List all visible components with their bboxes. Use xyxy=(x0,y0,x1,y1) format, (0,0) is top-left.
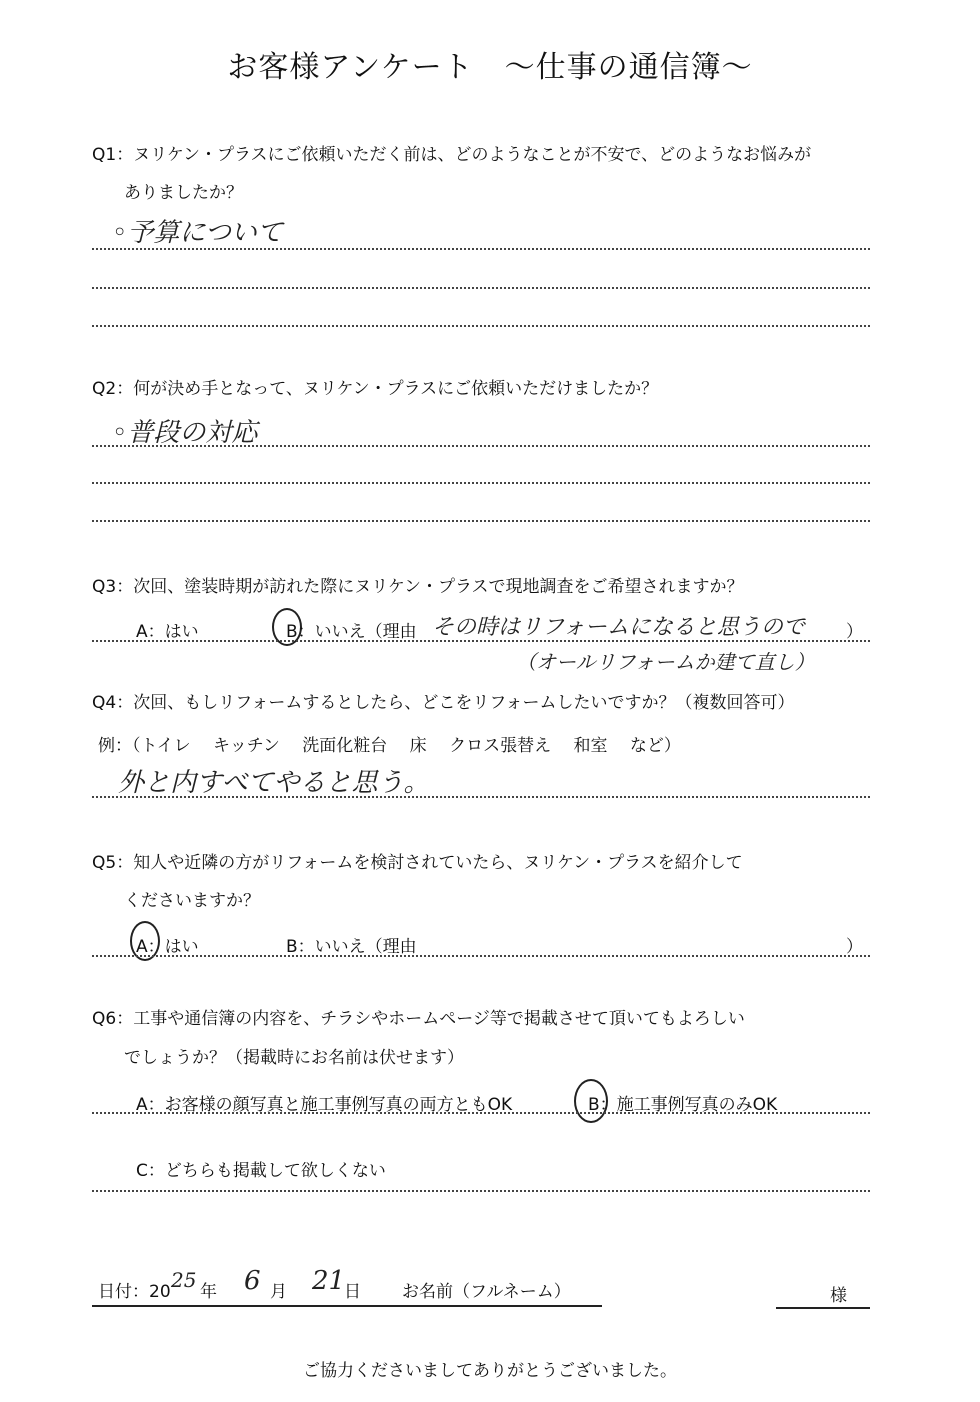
date-name-underline xyxy=(92,1305,602,1307)
q4-answer: 外と内すべてやると思う。 xyxy=(118,768,430,798)
date-label: 日付：20 xyxy=(98,1282,171,1302)
q4-answer-line xyxy=(92,796,870,798)
name-label: お名前（フルネーム） xyxy=(402,1282,571,1302)
q6-option-a[interactable]: A：お客様の顔写真と施工事例写真の両方ともOK xyxy=(136,1095,513,1115)
q1-question-line1: Q1：ヌリケン・プラスにご依頼いただく前は、どのようなことが不安で、どのようなお悩みが xyxy=(92,145,812,165)
q4-example: 例：（トイレ キッチン 洗面化粧台 床 クロス張替え 和室 など） xyxy=(98,736,681,756)
q2-answer: ◦普段の対応 xyxy=(112,418,258,448)
honorific-label: 様 xyxy=(830,1286,847,1306)
q1-answer-line-2 xyxy=(92,287,870,289)
page-title: お客様アンケート 〜仕事の通信簿〜 xyxy=(227,50,753,85)
date-month-unit: 月 xyxy=(270,1282,287,1302)
q3-answer-line xyxy=(92,640,870,642)
q3-option-b[interactable]: B：いいえ（理由 xyxy=(286,622,417,642)
q6-option-c[interactable]: C：どちらも掲載して欲しくない xyxy=(136,1161,386,1181)
q2-question: Q2：何が決め手となって、ヌリケン・プラスにご依頼いただけましたか？ xyxy=(92,379,659,399)
q6-answer-line-2 xyxy=(92,1190,870,1192)
q3-reason-line1: その時はリフォームになると思うので xyxy=(432,615,805,640)
q2-answer-line-2 xyxy=(92,482,870,484)
q5-option-b[interactable]: B：いいえ（理由 xyxy=(286,937,417,957)
q2-answer-line-3 xyxy=(92,520,870,522)
q5-close-paren: ） xyxy=(846,937,863,957)
q1-question-line2: ありましたか？ xyxy=(124,183,243,203)
q5-question-line2: くださいますか？ xyxy=(124,891,260,911)
thanks-message: ご協力くださいましてありがとうございました。 xyxy=(303,1361,677,1381)
q1-answer-line-1 xyxy=(92,248,870,250)
date-year-unit: 年 xyxy=(200,1282,217,1302)
q6-answer-line-1 xyxy=(92,1112,870,1114)
q1-answer: ◦予算について xyxy=(112,218,283,248)
date-month-handwritten: 6 xyxy=(244,1266,261,1296)
q6-question-line2: でしょうか？（掲載時にお名前は伏せます） xyxy=(124,1048,464,1068)
q6-question-line1: Q6：工事や通信簿の内容を、チラシやホームページ等で掲載させて頂いてもよろしい xyxy=(92,1009,745,1029)
q5-question-line1: Q5：知人や近隣の方がリフォームを検討されていたら、ヌリケン・プラスを紹介して xyxy=(92,853,743,873)
q3-close-paren: ） xyxy=(846,622,863,642)
q3-question: Q3：次回、塗装時期が訪れた際にヌリケン・プラスで現地調査をご希望されますか？ xyxy=(92,577,744,597)
q1-answer-line-3 xyxy=(92,325,870,327)
q4-question: Q4：次回、もしリフォームするとしたら、どこをリフォームしたいですか？（複数回答可） xyxy=(92,693,795,713)
date-year-handwritten: 25 xyxy=(171,1268,197,1292)
q5-answer-line xyxy=(92,955,870,957)
date-day-handwritten: 21 xyxy=(312,1266,346,1296)
date-day-unit: 日 xyxy=(344,1282,361,1302)
q5-option-a[interactable]: A：はい xyxy=(136,937,199,957)
honorific-underline xyxy=(776,1307,870,1309)
q6-option-b[interactable]: B：施工事例写真のみOK xyxy=(588,1095,778,1115)
q2-answer-line-1 xyxy=(92,445,870,447)
q3-reason-line2: （オールリフォームか建て直し） xyxy=(516,650,815,674)
q3-option-a[interactable]: A：はい xyxy=(136,622,199,642)
